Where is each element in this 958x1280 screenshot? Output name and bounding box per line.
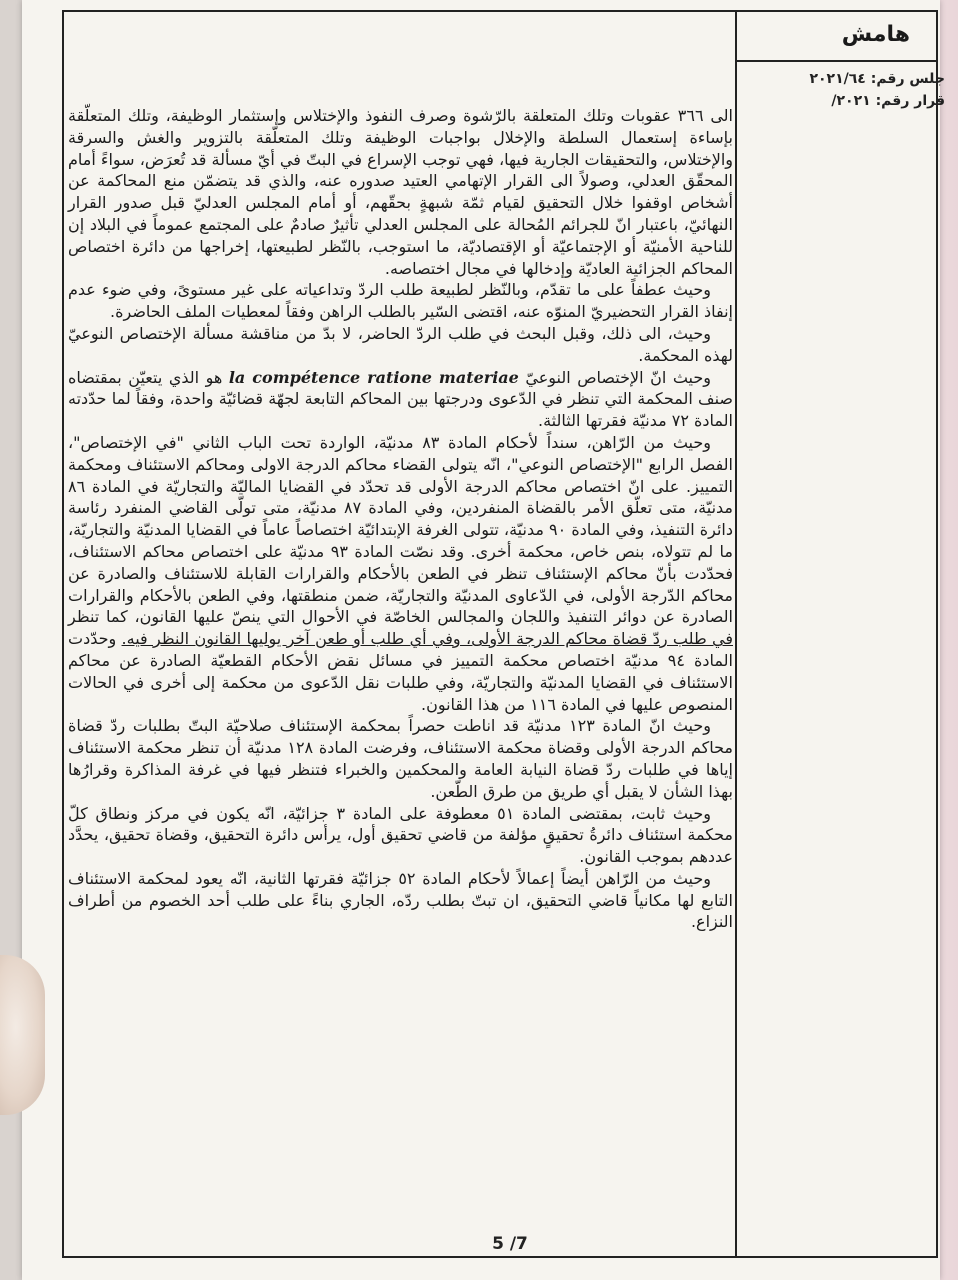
margin-session-number: جلس رقم: ٢٠٢١/٦٤: [809, 71, 945, 87]
margin-divider: [735, 10, 737, 1258]
paragraph-5-part-b: وحدّدت المادة ٩٤ مدنيّة اختصاص محكمة التمييز في مسائل نقض الأحكام القطعيّة الصادرة عن محاكم الاستئناف في القضايا المدنيّة والتجاريّة، وفي طلبات نقل الدّعوى من محكمة إلى أخرى في الحالات المنصوص عليها في المادة ١١٦ من هذا القانون.: [68, 629, 734, 714]
paragraph-5: [68, 432, 733, 715]
paragraph-4-start: وحيث انّ الإختصاص النوعيّ: [525, 367, 711, 387]
margin-title: هامش: [841, 22, 910, 47]
margin-references: [745, 68, 945, 112]
thumb-holding-page: [0, 955, 45, 1115]
paragraph-7: وحيث ثابت، بمقتضى المادة ٥١ معطوفة على المادة ٣ جزائيّة، انّه يكون في مركز ونطاق كلّ محكمة استئناف دائرةُ تحقيقٍ مؤلفة من قاضي تحقيق أول، يرأس دائرة التحقيق، وقضاة تحقيق، يحدَّد عددهم بموجب القانون.: [68, 803, 733, 867]
paragraph-6: وحيث انّ المادة ١٢٣ مدنيّة قد اناطت حصراً بمحكمة الإستئناف صلاحيّة البتّ بطلبات ردّ قضاة محاكم الدرجة الأولى وقضاة محكمة الاستئناف، وفرضت المادة ١٢٨ مدنيّة أن تنظر محكمة الاستئناف إياها في طلبات ردّ قضاة النيابة العامة والمحكمين والخبراء فتنظر فيها في غرفة المذاكرة وقرارُها بهذا الشأن لا يقبل أي طريق من طرق الطّعن.: [68, 716, 733, 801]
paragraph-3: وحيث، الى ذلك، وقبل البحث في طلب الردّ الحاضر، لا بدّ من مناقشة مسألة الإختصاص النوعيّ لهذه المحكمة.: [68, 323, 733, 365]
paragraph-2: وحيث عطفاً على ما تقدّم، وبالنّظر لطبيعة طلب الردّ وتداعياته على غير مستوىً، وفي ضوء عدم إنفاذ القرار التحضيريّ المنوّه عنه، اقتضى السّير بالطلب الراهن وفقاً لمعطيات الملف الحاضرة.: [68, 280, 733, 322]
paragraph-1: الى ٣٦٦ عقوبات وتلك المتعلقة بالرّشوة وصرف النفوذ والإختلاس وإستثمار الوظيفة، وتلك المتعلّقة بإساءة إستعمال السلطة والإخلال بواجبات الوظيفة وتلك المتعلّقة بالتزوير والغش والسرقة والإختلاس، والتحقيقات الجارية فيها، فهي توجب الإسراع في البتّ في أيّ مسألة قد تُعرَض، سواءً أمام المحقّق العدلي، وصولاً الى القرار الإتهامي العتيد صدوره عنه، والذي قد يتضمّن منع المحاكمة عن أشخاص اوقفوا خلال التحقيق لقيام ثمّة شبهةٍ بحقّهم، أو أمام المجلس العدليّ قبل صدور القرار النهائيّ، باعتبار انّ للجرائم المُحالة على المجلس العدلي تأثيرٌ صادمٌ على المجتمع عموماً في البلاد إن للناحية الأمنيّة أو الإجتماعيّة أو الإقتصاديّة، ما استوجب، بالنّظر لطبيعتها، إخراجها من دائرة اختصاص المحاكم الجزائية العاديّة وإدخالها في مجال اختصاصه.: [68, 106, 733, 278]
document-body: [68, 105, 733, 933]
underlined-passage: في طلب ردّ قضاة محاكم الدرجة الأولى، وفي أي طلب أو طعن آخر يوليها القانون النظر فيه.: [121, 629, 733, 649]
margin-decision-number: قرار رقم: ٢٠٢١/: [831, 93, 945, 109]
paragraph-5-part-a: وحيث من الرّاهن، سنداً لأحكام المادة ٨٣ مدنيّة، الواردة تحت الباب الثاني "في الإختصاص"، الفصل الرابع "الإختصاص النوعي"، انّه يتولى القضاء محاكم الدرجة الاولى ومحاكم الاستئناف ومحكمة التمييز. على انّ اختصاص محاكم الدرجة الأولى قد تحدّد في القضايا الماليّة والتجاريّة في المادة ٨٦ مدنيّة، متى تعلّق الأمر بالقضاة المنفردين، وفي المادة ٨٧ مدنيّة، متى تولّى القاضي المنفرد رئاسة دائرة التنفيذ، وفي المادة ٩٠ مدنيّة، تتولى الغرفة الإبتدائيّة اختصاصاً عاماً في القضايا المدنيّة والتجاريّة، ما لم تتولاه، بنص خاص، محكمة أخرى. وقد نصّت المادة ٩٣ مدنيّة على اختصاص محاكم الاستئناف، فحدّدت بأنّ محاكم الإستئناف تنظر في الطعن بالأحكام والقرارات القابلة للاستئناف والصادرة عن محاكم الدّرجة الأولى، في الدّعاوى المدنيّة والتجاريّة، ضمن منطقتها، وفي الطعن بالأحكام والقرارات الصادرة عن دوائر التنفيذ واللجان والمجالس الخاصّة في الأحوال التي ينصّ عليها القانون، كما تنظر: [68, 432, 734, 627]
paragraph-4-end: هو الذي يتعيّن بمقتضاه صنف المحكمة التي تنظر في الدّعوى ودرجتها بين المحاكم التابعة لجهّة قضائيّة واحدة، وفقاً لما حدّدته المادة ٧٢ مدنيّة فقرتها الثالثة.: [68, 367, 733, 431]
page-number: 5 /7: [492, 1234, 528, 1254]
paragraph-4: [68, 367, 733, 432]
latin-term: la compétence ratione materiae: [228, 367, 519, 387]
paragraph-8: وحيث من الرّاهن أيضاً إعمالاً لأحكام المادة ٥٢ جزائيّة فقرتها الثانية، انّه يعود لمحكمة الاستئناف التابع لها مكانياً قاضي التحقيق، ان تبتّ بطلب ردّه، الجاري بناءً على طلب أحد الخصوم من أطراف النزاع.: [68, 868, 733, 932]
